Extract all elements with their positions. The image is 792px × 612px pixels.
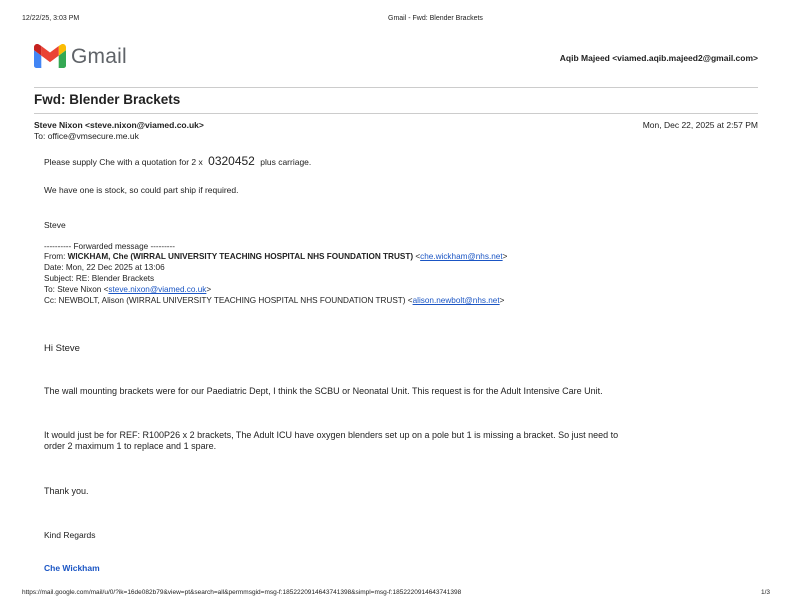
gmail-wordmark: Gmail	[71, 45, 127, 68]
cc-label: Cc: NEWBOLT, Alison (WIRRAL UNIVERSITY TEACHING HOSPITAL NHS FOUNDATION TRUST)	[44, 296, 406, 305]
forwarded-cc: Cc: NEWBOLT, Alison (WIRRAL UNIVERSITY TEACHING HOSPITAL NHS FOUNDATION TRUST) <alison.newbolt@nhs.net>	[44, 296, 505, 305]
to-email-link[interactable]: steve.nixon@viamed.co.uk	[108, 285, 207, 294]
regards: Kind Regards	[44, 530, 96, 540]
quotation-suffix: plus carriage.	[260, 157, 312, 167]
signature: Che Wickham	[44, 563, 100, 573]
forwarded-date: Date: Mon, 22 Dec 2025 at 13:06	[44, 263, 165, 272]
sender: Steve Nixon <steve.nixon@viamed.co.uk>	[34, 120, 204, 130]
from-name: WICKHAM, Che (WIRRAL UNIVERSITY TEACHING HOSPITAL NHS FOUNDATION TRUST)	[67, 252, 414, 261]
body-line-quotation	[44, 154, 311, 168]
account-email: Aqib Majeed <viamed.aqib.majeed2@gmail.com>	[559, 53, 758, 63]
print-datetime: 12/22/25, 3:03 PM	[22, 15, 80, 22]
print-page-title: Gmail - Fwd: Blender Brackets	[388, 15, 483, 22]
reply-paragraph-1: The wall mounting brackets were for our Paediatric Dept, I think the SCBU or Neonatal Unit. This request is for the Adult Intensive Care Unit.	[44, 386, 603, 396]
email-date: Mon, Dec 22, 2025 at 2:57 PM	[642, 120, 758, 130]
print-url: https://mail.google.com/mail/u/0/?ik=16de082b79&view=pt&search=all&permmsgid=msg-f:1852220914643741398&simpl=msg-f:1852220914643741398	[22, 589, 462, 596]
forwarded-subject: Subject: RE: Blender Brackets	[44, 274, 155, 283]
sign-off: Steve	[44, 220, 66, 230]
gmail-m-icon	[34, 44, 66, 68]
cc-email-link[interactable]: alison.newbolt@nhs.net	[412, 296, 500, 305]
recipient: To: office@vmsecure.me.uk	[34, 131, 139, 141]
divider	[34, 87, 758, 88]
quotation-text: Please supply Che with a quotation for 2 x	[44, 157, 203, 167]
from-label: From:	[44, 252, 66, 261]
thanks: Thank you.	[44, 486, 89, 496]
from-email-link[interactable]: che.wickham@nhs.net	[420, 252, 503, 261]
forwarded-to: To: Steve Nixon <steve.nixon@viamed.co.uk>	[44, 285, 212, 294]
forwarded-from: From: WICKHAM, Che (WIRRAL UNIVERSITY TEACHING HOSPITAL NHS FOUNDATION TRUST) <che.wickham@nhs.net>	[44, 252, 508, 261]
reply-paragraph-2-line-2: order 2 maximum 1 to replace and 1 spare.	[44, 441, 217, 451]
body-line-stock: We have one is stock, so could part ship if required.	[44, 185, 239, 195]
product-code: 0320452	[208, 154, 255, 168]
print-page-number: 1/3	[760, 589, 770, 596]
gmail-logo	[34, 44, 128, 70]
reply-paragraph-2-line-1: It would just be for REF: R100P26 x 2 brackets, The Adult ICU have oxygen blenders set up on a pole but 1 is missing a bracket. So just need to	[44, 430, 619, 440]
forwarded-marker: ---------- Forwarded message ---------	[44, 242, 175, 251]
divider	[34, 113, 758, 114]
to-label: To: Steve Nixon	[44, 285, 102, 294]
greeting: Hi Steve	[44, 343, 80, 354]
email-subject: Fwd: Blender Brackets	[34, 92, 181, 107]
